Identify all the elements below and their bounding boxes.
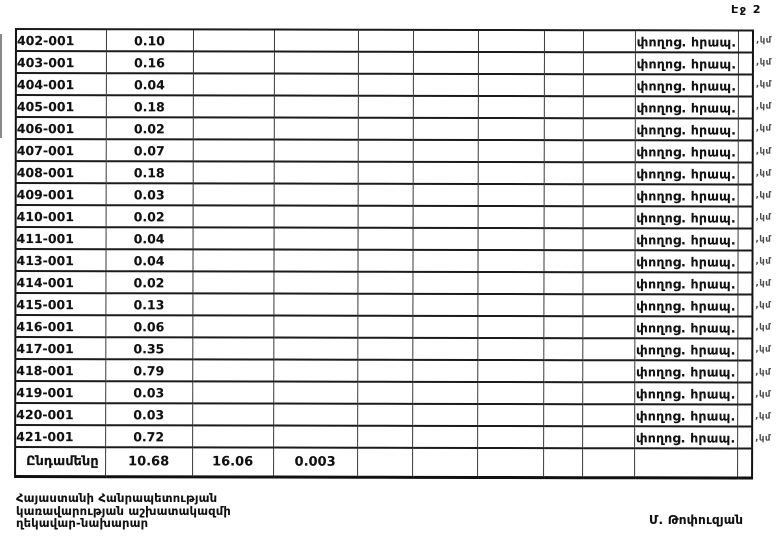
empty-cell: [478, 206, 544, 228]
issuer-block: [16, 492, 231, 530]
empty-cell: [477, 272, 543, 294]
table-row-total: [15, 447, 752, 478]
empty-cell: [357, 294, 412, 316]
empty-cell: [358, 162, 413, 184]
empty-cell: [413, 206, 478, 228]
remark-cell: փողոց. հրապ.: [634, 250, 737, 272]
empty-cell: [413, 184, 478, 206]
total-label: Ընդամենը: [15, 447, 105, 477]
empty-cell: [413, 30, 478, 52]
table-row: [16, 29, 753, 53]
page-number: Էջ 2: [731, 3, 762, 16]
empty-cell: [582, 360, 634, 382]
empty-cell: [357, 426, 412, 448]
empty-cell: [273, 382, 357, 404]
empty-cell: [273, 250, 357, 272]
empty-cell: [477, 382, 543, 404]
value-cell: 0.35: [105, 337, 192, 359]
empty-cell: [357, 316, 412, 338]
empty-cell: [543, 272, 582, 294]
empty-cell: [273, 338, 357, 360]
empty-cell: [412, 272, 477, 294]
empty-cell: [477, 448, 543, 478]
code-cell: 413-001: [15, 249, 105, 271]
empty-cell: [412, 448, 477, 478]
empty-cell: [193, 205, 274, 227]
empty-cell: [738, 97, 753, 119]
value-cell: 0.79: [105, 359, 192, 381]
total-value-col2: 10.68: [105, 447, 192, 477]
empty-cell: [544, 52, 583, 74]
empty-cell: [737, 427, 752, 449]
empty-cell: [192, 337, 273, 359]
margin-note: ,կմ: [755, 79, 772, 90]
remark-cell: փողոց. հրապ.: [634, 404, 737, 426]
empty-cell: [583, 74, 635, 96]
empty-cell: [412, 316, 477, 338]
empty-cell: [358, 118, 413, 140]
table-row: [15, 315, 752, 339]
code-cell: 420-001: [15, 403, 105, 425]
empty-cell: [737, 339, 752, 361]
value-cell: 0.03: [105, 381, 192, 403]
empty-cell: [358, 30, 413, 52]
code-cell: 405-001: [16, 95, 106, 117]
empty-cell: [544, 74, 583, 96]
table-area: [14, 28, 778, 480]
empty-cell: [582, 294, 634, 316]
empty-cell: [273, 426, 357, 448]
empty-cell: [737, 317, 752, 339]
table-row: [16, 95, 753, 119]
empty-cell: [543, 382, 582, 404]
margin-note: ,կմ: [755, 322, 772, 333]
empty-cell: [543, 404, 582, 426]
code-cell: 414-001: [15, 271, 105, 293]
empty-cell: [544, 118, 583, 140]
empty-cell: [738, 119, 753, 141]
empty-cell: [357, 250, 412, 272]
empty-cell: [737, 251, 752, 273]
remark-cell: փողոց. հրապ.: [634, 360, 737, 382]
value-cell: 0.04: [105, 249, 192, 271]
empty-cell: [543, 426, 582, 448]
remark-cell: փողոց. հրապ.: [634, 294, 737, 316]
empty-cell: [478, 30, 544, 52]
empty-cell: [357, 404, 412, 426]
empty-cell: [738, 53, 753, 75]
empty-cell: [274, 162, 358, 184]
code-cell: 411-001: [16, 227, 106, 249]
empty-cell: [582, 250, 634, 272]
table-row: [15, 249, 752, 273]
table-row: [15, 293, 752, 317]
empty-cell: [583, 162, 635, 184]
empty-cell: [273, 404, 357, 426]
table-row: [16, 183, 753, 207]
empty-cell: [544, 96, 583, 118]
margin-note: ,կմ: [755, 433, 771, 444]
empty-cell: [412, 404, 477, 426]
empty-cell: [544, 162, 583, 184]
empty-cell: [477, 294, 543, 316]
code-cell: 415-001: [15, 293, 105, 315]
empty-cell: [543, 294, 582, 316]
empty-cell: [582, 448, 634, 478]
empty-cell: [192, 271, 273, 293]
empty-cell: [544, 206, 583, 228]
empty-cell: [478, 162, 544, 184]
empty-cell: [193, 117, 274, 139]
empty-cell: [413, 74, 478, 96]
empty-cell: [543, 338, 582, 360]
remark-cell: փողոց. հրապ.: [635, 52, 738, 74]
remark-cell: փողոց. հրապ.: [634, 272, 737, 294]
remark-cell: փողոց. հրապ.: [634, 316, 737, 338]
empty-cell: [478, 140, 544, 162]
value-cell: 0.04: [106, 73, 193, 95]
empty-cell: [193, 183, 274, 205]
empty-cell: [582, 382, 634, 404]
value-cell: 0.18: [106, 161, 193, 183]
margin-note: ,կմ: [755, 278, 772, 289]
empty-cell: [582, 426, 634, 448]
empty-cell: [583, 140, 635, 162]
code-cell: 408-001: [16, 161, 106, 183]
empty-cell: [274, 140, 358, 162]
code-cell: 419-001: [15, 381, 105, 403]
empty-cell: [274, 30, 358, 52]
empty-cell: [357, 360, 412, 382]
empty-cell: [274, 184, 358, 206]
code-cell: 402-001: [16, 29, 106, 51]
signatory-name: Մ. Թոփուզյան: [649, 513, 744, 527]
empty-cell: [737, 405, 752, 427]
margin-note: ,կմ: [755, 123, 772, 134]
empty-cell: [543, 316, 582, 338]
empty-cell: [583, 228, 635, 250]
code-cell: 418-001: [15, 359, 105, 381]
code-cell: 410-001: [16, 205, 106, 227]
margin-note: ,կմ: [755, 168, 772, 179]
value-cell: 0.03: [105, 403, 192, 425]
table-body: [15, 29, 753, 449]
empty-cell: [192, 315, 273, 337]
value-cell: 0.02: [105, 271, 192, 293]
total-value-col4: 0.003: [273, 448, 357, 478]
remark-cell: փողոց. հրապ.: [635, 118, 738, 140]
empty-cell: [544, 30, 583, 52]
empty-cell: [412, 250, 477, 272]
empty-cell: [478, 74, 544, 96]
empty-cell: [193, 139, 274, 161]
empty-cell: [357, 448, 412, 478]
margin-note: ,կմ: [755, 367, 771, 378]
code-cell: 417-001: [15, 337, 105, 359]
empty-cell: [412, 360, 477, 382]
empty-cell: [192, 403, 273, 425]
total-value-col3: 16.06: [192, 447, 273, 477]
empty-cell: [273, 316, 357, 338]
margin-note: ,կմ: [755, 411, 771, 422]
margin-note: ,կմ: [755, 146, 772, 157]
empty-cell: [582, 404, 634, 426]
empty-cell: [737, 449, 752, 479]
value-cell: 0.06: [105, 315, 192, 337]
margin-note: ,կմ: [755, 57, 772, 68]
remark-cell: փողոց. հրապ.: [635, 74, 738, 96]
margin-note: ,կմ: [755, 234, 772, 245]
empty-cell: [413, 96, 478, 118]
remark-cell: փողոց. հրապ.: [635, 96, 738, 118]
empty-cell: [274, 118, 358, 140]
table-row: [15, 381, 752, 405]
code-cell: 404-001: [16, 73, 106, 95]
code-cell: 407-001: [16, 139, 106, 161]
empty-cell: [358, 140, 413, 162]
empty-cell: [193, 95, 274, 117]
empty-cell: [357, 338, 412, 360]
margin-note: ,կմ: [755, 389, 771, 400]
value-cell: 0.10: [106, 29, 193, 51]
value-cell: 0.03: [106, 183, 193, 205]
empty-cell: [738, 75, 753, 97]
empty-cell: [477, 404, 543, 426]
empty-cell: [358, 96, 413, 118]
empty-cell: [413, 162, 478, 184]
margin-note: ,կմ: [755, 101, 772, 112]
remark-cell: փողոց. հրապ.: [634, 426, 737, 448]
code-cell: 409-001: [16, 183, 106, 205]
table-row: [16, 205, 753, 229]
empty-cell: [583, 184, 635, 206]
empty-cell: [543, 360, 582, 382]
empty-cell: [193, 29, 274, 51]
empty-cell: [413, 140, 478, 162]
empty-cell: [273, 294, 357, 316]
empty-cell: [413, 52, 478, 74]
empty-cell: [583, 30, 635, 52]
remark-cell: փողոց. հրապ.: [635, 140, 738, 162]
value-cell: 0.18: [106, 95, 193, 117]
empty-cell: [357, 272, 412, 294]
value-cell: 0.02: [106, 117, 193, 139]
value-cell: 0.02: [106, 205, 193, 227]
empty-cell: [737, 361, 752, 383]
empty-cell: [358, 184, 413, 206]
empty-cell: [582, 338, 634, 360]
empty-cell: [274, 96, 358, 118]
empty-cell: [738, 229, 753, 251]
table-row: [15, 403, 752, 427]
empty-cell: [478, 184, 544, 206]
remark-cell: փողոց. հրապ.: [635, 30, 738, 52]
table-row: [16, 73, 753, 97]
code-cell: 416-001: [15, 315, 105, 337]
table-row: [15, 271, 752, 295]
empty-cell: [193, 73, 274, 95]
empty-cell: [274, 206, 358, 228]
empty-cell: [582, 272, 634, 294]
empty-cell: [543, 250, 582, 272]
remark-cell: փողոց. հրապ.: [635, 184, 738, 206]
empty-cell: [358, 228, 413, 250]
empty-cell: [273, 360, 357, 382]
scan-edge-artifact: [0, 34, 2, 138]
empty-cell: [477, 338, 543, 360]
empty-cell: [274, 74, 358, 96]
value-cell: 0.13: [105, 293, 192, 315]
empty-cell: [358, 52, 413, 74]
empty-cell: [478, 228, 544, 250]
empty-cell: [738, 207, 753, 229]
empty-cell: [193, 227, 274, 249]
empty-cell: [583, 118, 635, 140]
empty-cell: [412, 382, 477, 404]
empty-cell: [738, 185, 753, 207]
remark-cell: փողոց. հրապ.: [634, 382, 737, 404]
margin-note: ,կմ: [755, 212, 772, 223]
table-row: [16, 161, 753, 185]
empty-cell: [274, 228, 358, 250]
empty-cell: [583, 96, 635, 118]
empty-cell: [737, 383, 752, 405]
empty-cell: [477, 426, 543, 448]
issuer-line-1: Հայաստանի Հանրապետության: [16, 491, 218, 505]
table-row: [16, 51, 753, 75]
empty-cell: [582, 316, 634, 338]
table-row: [15, 337, 752, 361]
empty-cell: [412, 338, 477, 360]
table-row: [15, 425, 752, 449]
margin-note: ,կմ: [755, 35, 772, 46]
value-cell: 0.72: [105, 425, 192, 447]
empty-cell: [544, 184, 583, 206]
empty-cell: [412, 426, 477, 448]
table-row: [16, 139, 753, 163]
code-cell: 403-001: [16, 51, 106, 73]
empty-cell: [192, 249, 273, 271]
empty-cell: [273, 272, 357, 294]
table-row: [15, 359, 752, 383]
margin-note: ,կմ: [755, 344, 771, 355]
remark-cell: փողոց. հրապ.: [635, 206, 738, 228]
empty-cell: [738, 163, 753, 185]
empty-cell: [412, 294, 477, 316]
value-cell: 0.07: [106, 139, 193, 161]
empty-cell: [477, 360, 543, 382]
empty-cell: [737, 273, 752, 295]
empty-cell: [192, 381, 273, 403]
issuer-line-3: ղեկավար-նախարար: [16, 516, 149, 530]
empty-cell: [634, 448, 737, 478]
empty-cell: [737, 295, 752, 317]
remark-cell: փողոց. հրապ.: [635, 228, 738, 250]
code-cell: 406-001: [16, 117, 106, 139]
value-cell: 0.16: [106, 51, 193, 73]
table-row: [16, 227, 753, 251]
empty-cell: [413, 228, 478, 250]
empty-cell: [478, 96, 544, 118]
code-cell: 421-001: [15, 425, 105, 447]
empty-cell: [478, 118, 544, 140]
empty-cell: [413, 118, 478, 140]
empty-cell: [544, 228, 583, 250]
empty-cell: [358, 74, 413, 96]
table-row: [16, 117, 753, 141]
empty-cell: [478, 52, 544, 74]
margin-note: ,կմ: [755, 190, 772, 201]
empty-cell: [477, 250, 543, 272]
empty-cell: [477, 316, 543, 338]
empty-cell: [357, 382, 412, 404]
empty-cell: [738, 31, 753, 53]
issuer-line-2: կառավարության աշխատակազմի: [16, 503, 231, 518]
empty-cell: [583, 206, 635, 228]
empty-cell: [193, 51, 274, 73]
empty-cell: [193, 161, 274, 183]
margin-note: ,կմ: [755, 300, 772, 311]
margin-note: ,կմ: [755, 256, 772, 267]
remark-cell: փողոց. հրապ.: [634, 338, 737, 360]
empty-cell: [192, 359, 273, 381]
value-cell: 0.04: [106, 227, 193, 249]
total-row: [15, 447, 752, 478]
remark-cell: փողոց. հրապ.: [635, 162, 738, 184]
empty-cell: [543, 448, 582, 478]
empty-cell: [358, 206, 413, 228]
empty-cell: [583, 52, 635, 74]
empty-cell: [544, 140, 583, 162]
empty-cell: [192, 425, 273, 447]
empty-cell: [274, 52, 358, 74]
empty-cell: [738, 141, 753, 163]
data-table: [14, 28, 754, 480]
empty-cell: [192, 293, 273, 315]
